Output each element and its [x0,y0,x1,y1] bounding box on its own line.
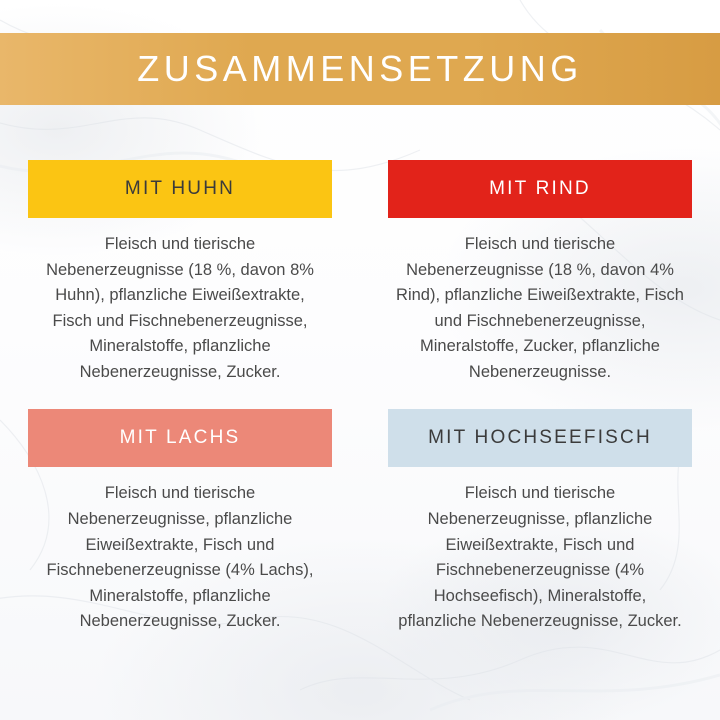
variant-header-hochseefisch [388,409,692,467]
variant-card-hochseefisch [360,409,720,634]
variants-grid [0,160,720,635]
variant-label-hochseefisch: MIT HOCHSEEFISCH [428,427,652,449]
variant-ingredients-hochseefisch: Fleisch und tierische Nebenerzeugnisse, pflanzliche Eiweißextrakte, Fisch und Fischnebenerzeugnisse (4% Hochseefisch), Mineralstoffe, pflanzliche Nebenerzeugnisse, Zucker. [398,484,682,631]
variant-header-huhn [28,160,332,218]
variant-card-huhn [0,160,360,385]
page-title: ZUSAMMENSETZUNG [137,48,583,89]
variant-card-lachs [0,409,360,634]
variant-header-rind [388,160,692,218]
variant-ingredients-rind: Fleisch und tierische Nebenerzeugnisse (18 %, davon 4% Rind), pflanzliche Eiweißextrakte, Fisch und Fischnebenerzeugnisse, Mineralstoffe, Zucker, pflanzliche Nebenerzeugnisse. [396,235,684,381]
variant-card-rind [360,160,720,385]
header-banner [0,33,720,105]
variant-ingredients-lachs: Fleisch und tierische Nebenerzeugnisse, pflanzliche Eiweißextrakte, Fisch und Fischnebenerzeugnisse (4% Lachs), Mineralstoffe, pflanzliche Nebenerzeugnisse, Zucker. [46,484,314,631]
variant-label-rind: MIT RIND [489,178,591,199]
variant-label-lachs: MIT LACHS [119,427,241,449]
variant-label-huhn: MIT HUHN [124,178,236,199]
variant-ingredients-huhn: Fleisch und tierische Nebenerzeugnisse (18 %, davon 8% Huhn), pflanzliche Eiweißextrakte, Fisch und Fischnebenerzeugnisse, Mineralstoffe, pflanzliche Nebenerzeugnisse, Zucker. [46,235,314,381]
variant-header-lachs [28,409,332,467]
